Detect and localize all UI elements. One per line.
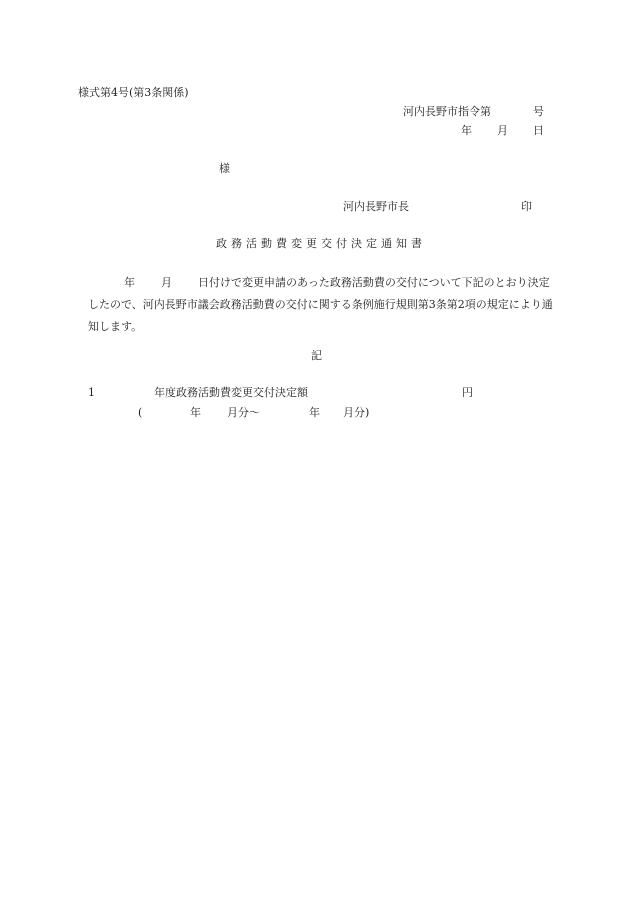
date-day: 日 (533, 124, 544, 137)
period-month-2: 月分) (343, 406, 370, 419)
doc-number-suffix: 号 (533, 105, 544, 118)
body-month: 月 (161, 276, 172, 289)
period-year-1: 年 (190, 406, 201, 419)
ki-heading: 記 (311, 349, 322, 362)
item1-unit: 円 (462, 386, 473, 399)
body-text: 日付けで変更申請のあった政務活動費の交付について下記のとおり決定したので、河内長野市議会政務活動費の交付に関する条例施行規則第3条第2項の規定により通知します。 (88, 276, 553, 333)
date-month: 月 (497, 124, 508, 137)
page-title: 政務活動費変更交付決定通知書 (216, 237, 426, 250)
period-month-1: 月分〜 (227, 406, 260, 419)
body-paragraph (88, 272, 558, 338)
item1-label: 年度政務活動費変更交付決定額 (154, 386, 308, 399)
period-year-2: 年 (309, 406, 320, 419)
period-open: ( (138, 406, 143, 419)
body-year: 年 (124, 276, 135, 289)
doc-number-prefix: 河内長野市指令第 (403, 105, 491, 118)
item1-number: 1 (88, 386, 95, 399)
addressee-honorific: 様 (219, 162, 230, 175)
form-number: 様式第4号(第3条関係) (78, 86, 189, 99)
date-year: 年 (461, 124, 472, 137)
issuer-name: 河内長野市長 (343, 200, 409, 213)
issuer-seal: 印 (521, 200, 532, 213)
